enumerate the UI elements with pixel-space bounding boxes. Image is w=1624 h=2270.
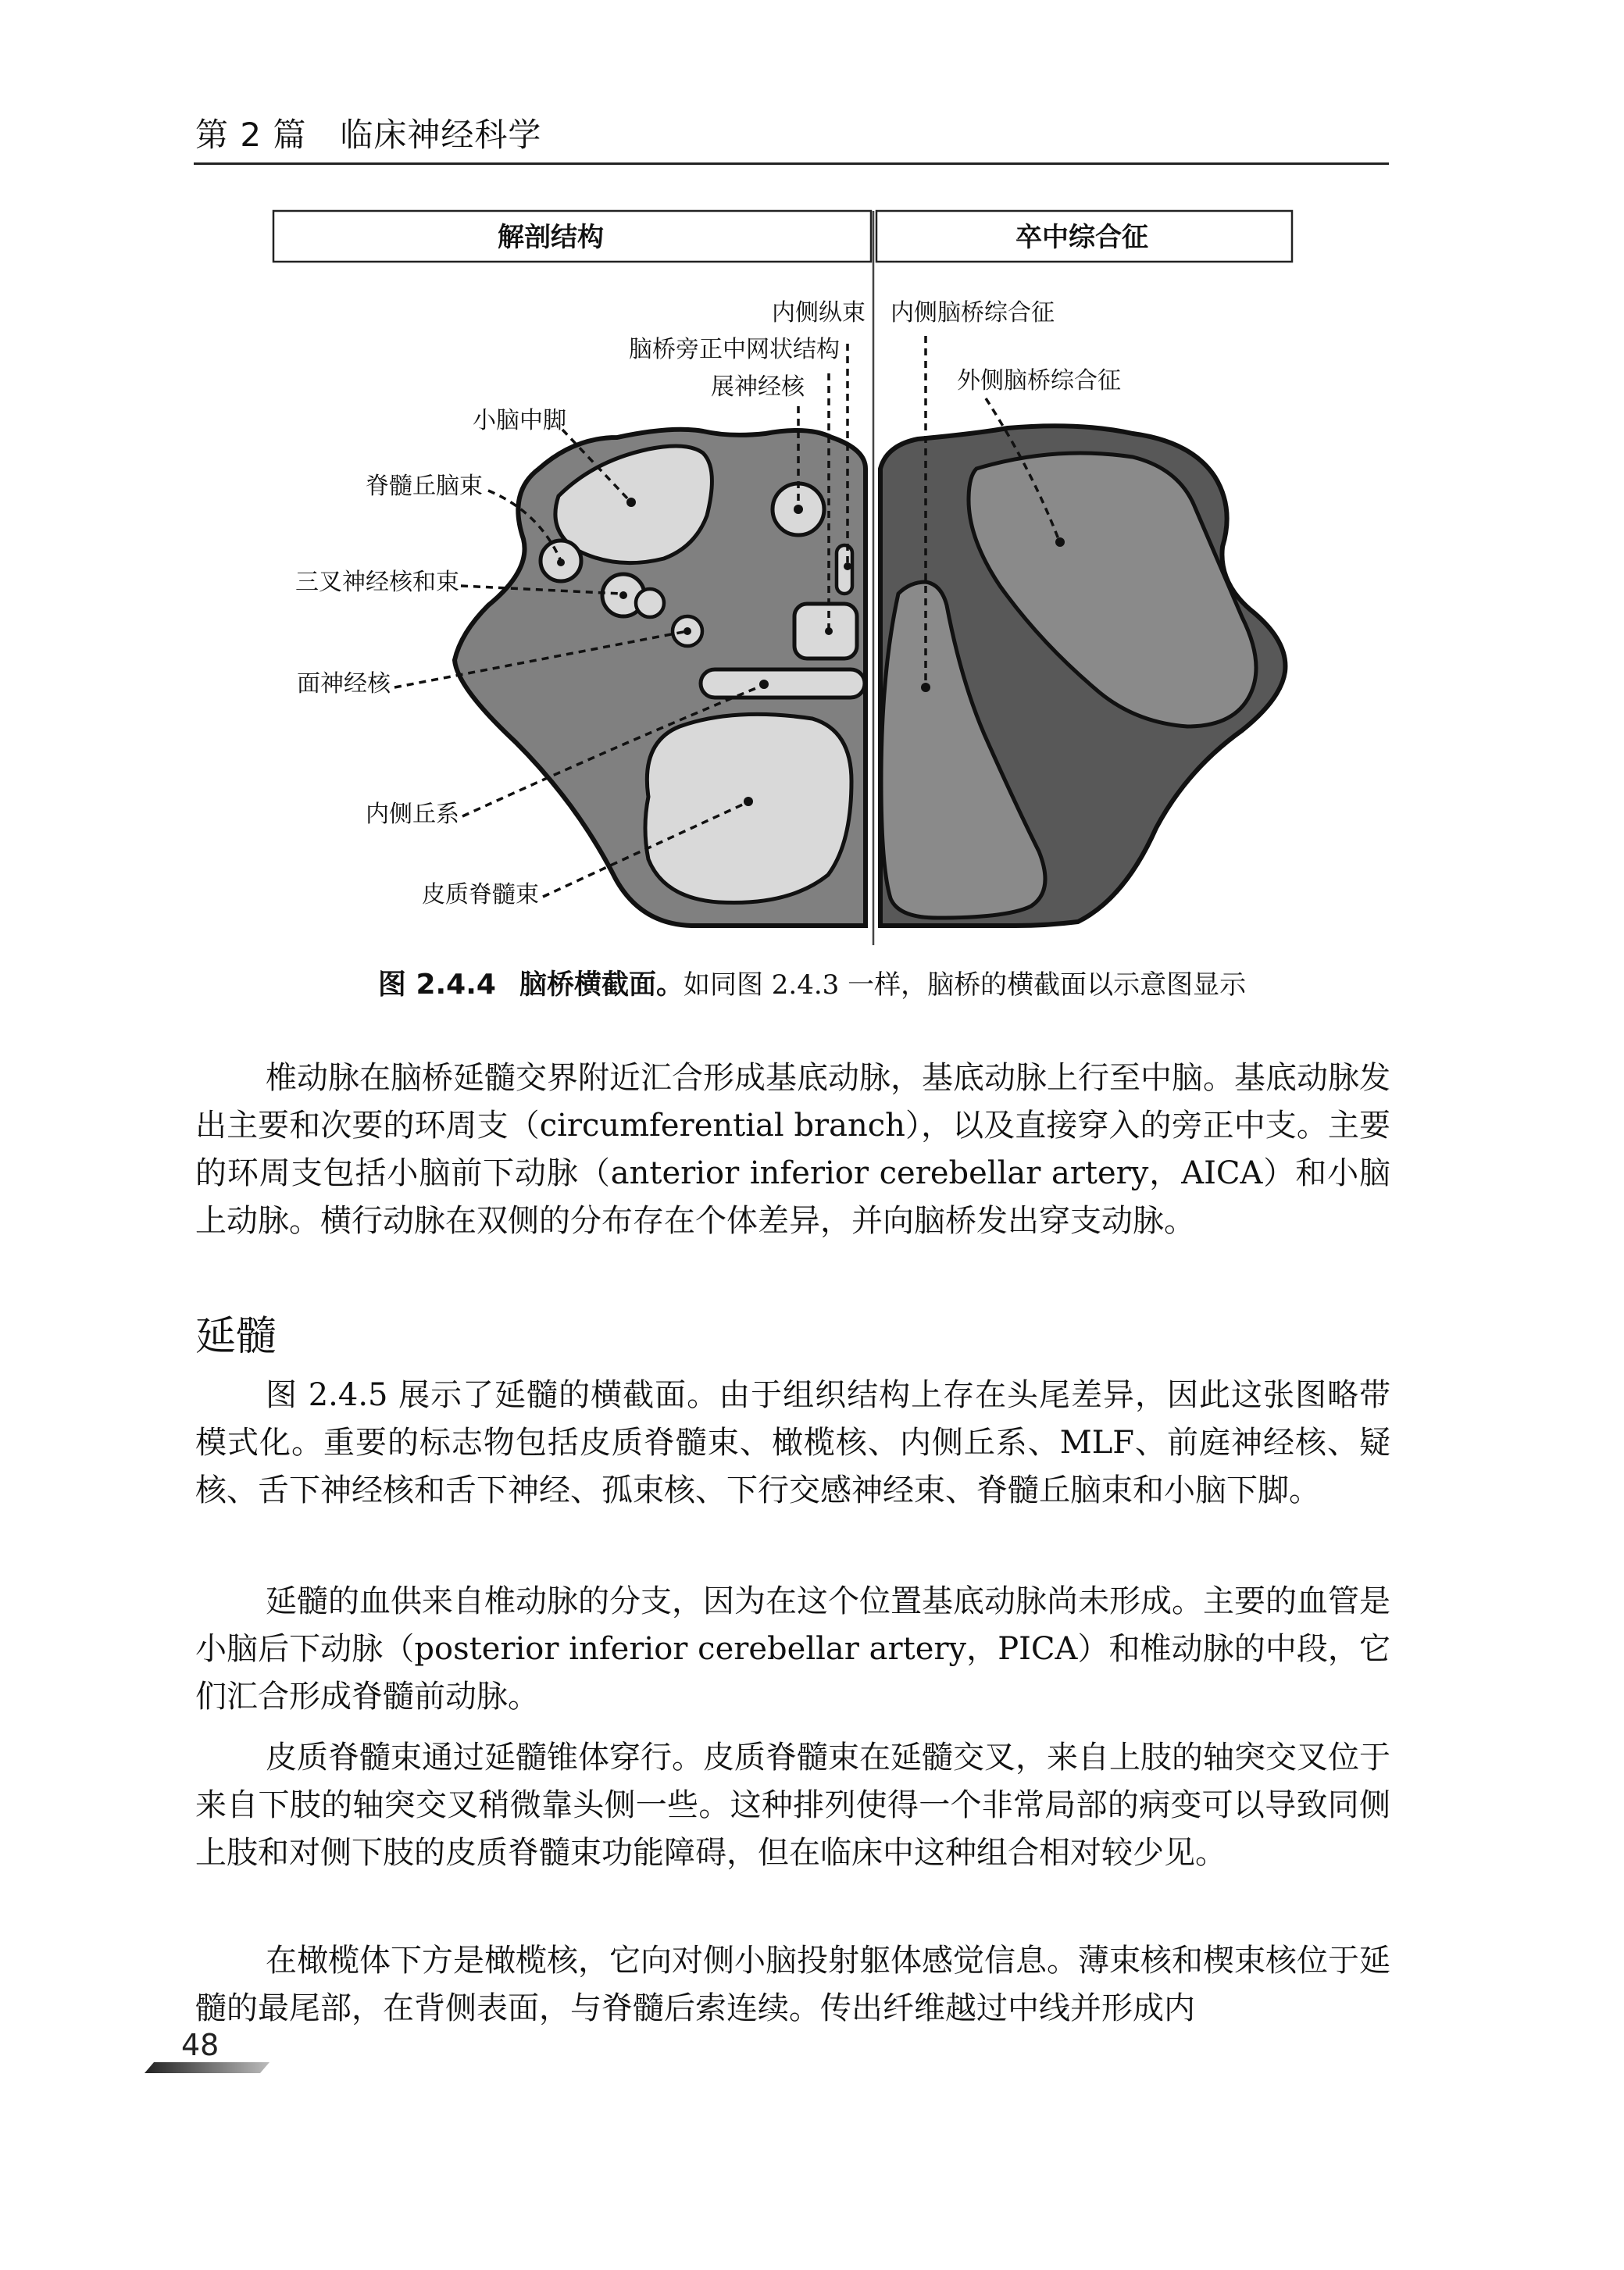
facial-dot (684, 627, 691, 635)
label-abducens: 展神经核 (711, 373, 805, 401)
running-head: 第 2 篇 临床神经科学 (195, 116, 542, 154)
pons-cross-section-figure (0, 0, 1624, 969)
label-mcp: 小脑中脚 (473, 407, 566, 434)
label-spinothalamic: 脊髓丘脑束 (366, 473, 483, 500)
figure-caption (0, 962, 1624, 1002)
mcp-dot (626, 498, 636, 507)
label-corticospinal: 皮质脊髓束 (422, 881, 539, 908)
section-title: 延髓 (195, 1313, 277, 1360)
folio-bar (145, 2062, 269, 2073)
abducens-dot (794, 505, 803, 514)
medial-lemniscus-structure (701, 669, 865, 698)
caption-title: 脑桥横截面。 (519, 969, 684, 1001)
label-pprf: 脑桥旁正中网状结构 (629, 336, 840, 363)
trigeminal-dot (619, 591, 627, 599)
body-paragraph-5: 在橄榄体下方是橄榄核，它向对侧小脑投射躯体感觉信息。薄束核和楔束核位于延髓的最尾部，在背侧表面，与脊髓后索连续。传出纤维越过中线并形成内 (195, 1943, 1390, 2026)
body-paragraph-3: 延髓的血供来自椎动脉的分支，因为在这个位置基底动脉尚未形成。主要的血管是小脑后下动脉（posterior inferior cerebellar artery，PICA）和椎动脉的中段，它们汇合形成脊髓前动脉。 (195, 1583, 1390, 1715)
header-anatomy: 解剖结构 (498, 222, 604, 253)
pprf-dot (825, 627, 833, 635)
corticospinal-tract-structure (645, 714, 851, 902)
trigeminal-nucleus-2 (636, 589, 664, 617)
medial-lemniscus-dot (759, 680, 769, 689)
header-stroke-syndrome: 卒中综合征 (1015, 222, 1148, 253)
caption-label: 图 2.4.4 (377, 969, 496, 1001)
label-medial-pontine: 内侧脑桥综合征 (891, 299, 1055, 327)
lateral-pontine-dot (1055, 537, 1065, 547)
body-paragraph-1: 椎动脉在脑桥延髓交界附近汇合形成基底动脉，基底动脉上行至中脑。基底动脉发出主要和次要的环周支（circumferential branch），以及直接穿入的旁正中支。主要的环周支包括小脑前下动脉（anterior inferior cerebellar artery，AICA）和小脑上动脉。横行动脉在双侧的分布存在个体差异，并向脑桥发出穿支动脉。 (195, 1060, 1390, 1239)
label-mlf: 内侧纵束 (772, 299, 866, 327)
page-number: 48 (181, 2028, 220, 2062)
label-lateral-pontine: 外侧脑桥综合征 (957, 367, 1121, 394)
mlf-dot (844, 562, 851, 570)
label-trigeminal: 三叉神经核和束 (295, 569, 459, 596)
body-paragraph-4: 皮质脊髓束通过延髓锥体穿行。皮质脊髓束在延髓交叉，来自上肢的轴突交叉位于来自下肢的轴突交叉稍微靠头侧一些。这种排列使得一个非常局部的病变可以导致同侧上肢和对侧下肢的皮质脊髓束功能障碍，但在临床中这种组合相对较少见。 (195, 1740, 1390, 1871)
corticospinal-dot (744, 797, 753, 806)
label-medial-lemniscus: 内侧丘系 (366, 801, 459, 828)
body-paragraph-2: 图 2.4.5 展示了延髓的横截面。由于组织结构上存在头尾差异，因此这张图略带模式化。重要的标志物包括皮质脊髓束、橄榄核、内侧丘系、MLF、前庭神经核、疑核、舌下神经核和舌下神经、孤束核、下行交感神经束、脊髓丘脑束和小脑下脚。 (195, 1377, 1390, 1508)
spinothalamic-dot (557, 559, 565, 566)
caption-text: 如同图 2.4.3 一样，脑桥的横截面以示意图显示 (683, 969, 1247, 1001)
medial-pontine-dot (921, 683, 930, 692)
label-facial: 面神经核 (297, 670, 391, 698)
